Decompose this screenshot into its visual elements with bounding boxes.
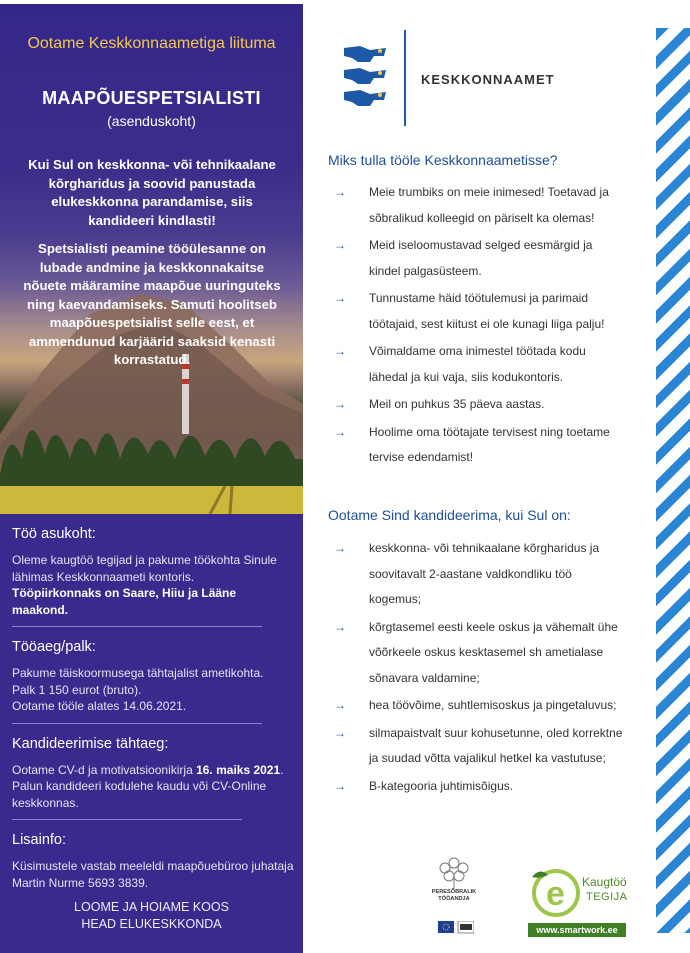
slogan-line-1: LOOME JA HOIAME KOOS	[74, 900, 229, 914]
list-item-text: Võimaldame oma inimestel töötada kodu lähedal ja kui vaja, siis kodukontoris.	[369, 344, 586, 384]
worktime-line: Pakume täiskoormusega tähtajalist ametikohta.	[12, 666, 264, 680]
list-item	[334, 392, 624, 418]
arrow-right-icon: →	[334, 778, 346, 793]
divider	[12, 723, 262, 724]
requirements-heading: Ootame Sind kandideerima, kui Sul on:	[328, 507, 571, 523]
deadline-intro: Ootame CV-d ja motivatsioonikirja	[12, 762, 197, 777]
arrow-right-icon: →	[334, 725, 346, 740]
list-item	[334, 693, 624, 719]
deadline-instructions: . Palun kandideeri kodulehe kaudu või CV-Online keskkonnas.	[12, 762, 284, 810]
job-description: Spetsialisti peamine tööülesanne on lubade andmine ja keskkonnakaitse nõuete määramine maapõue uuringuteks ning kaevandamiseks. Samuti hoolitseb maapõuespetsialist selle eest, et ammendunud karjäärid saaksid kenasti korrastatud.	[23, 241, 281, 367]
closing-slogan	[0, 899, 303, 933]
left-panel	[0, 4, 303, 953]
divider	[12, 626, 262, 627]
arrow-right-icon: →	[334, 619, 346, 634]
tegija-label: TEGIJA	[586, 891, 628, 903]
why-heading: Miks tulla tööle Keskkonnaametisse?	[328, 152, 558, 168]
divider	[12, 819, 242, 820]
job-title: MAAPÕUESPETSIALISTI	[42, 88, 261, 108]
salary-line: Palk 1 150 eurot (bruto).	[12, 682, 142, 697]
list-item	[334, 721, 624, 772]
arrow-right-icon: →	[334, 238, 346, 252]
list-item-text: keskkonna- või tehnikaalane kõrgharidus ja soovitavalt 2-aastane valdkondliku töö kogemus;	[369, 541, 600, 606]
kaugtoo-label: Kaugtöö	[582, 875, 627, 889]
job-info	[12, 526, 294, 891]
family-friendly-employer-logo	[430, 855, 478, 939]
list-item-text: silmapaistvalt suur kohusetunne, oled korrektne ja suudad võtta vajalikul hetkel ka vastutuse;	[369, 725, 623, 765]
list-item-text: Tunnustame häid töötulemusi ja parimaid töötajaid, sest kiitust ei ole kunagi liiga palju!	[369, 291, 605, 331]
list-item	[334, 233, 624, 284]
list-item	[334, 615, 624, 692]
arrow-right-icon: →	[334, 291, 346, 305]
decorative-stripes	[656, 28, 690, 933]
coat-of-arms-icon	[340, 42, 392, 114]
location-description: Oleme kaugtöö tegijad ja pakume töökohta Sinule lähimas Keskkonnaameti kontoris.	[12, 553, 277, 584]
tree-icon	[430, 855, 478, 889]
eu-flag-icon	[438, 921, 474, 935]
arrow-right-icon: →	[334, 397, 346, 411]
arrow-right-icon: →	[334, 698, 346, 712]
deadline-heading: Kandideerimise tähtaeg:	[12, 735, 169, 752]
list-item	[334, 286, 624, 337]
list-item	[334, 339, 624, 390]
deadline-date: 16. maiks 2021	[196, 762, 281, 777]
requirements-list	[334, 536, 624, 801]
hero-image	[0, 4, 303, 514]
kaugtoo-e-icon	[526, 863, 582, 921]
worktime-heading: Tööaeg/palk:	[12, 639, 96, 655]
deadline-text	[12, 762, 294, 812]
list-item	[334, 180, 624, 231]
list-item-text: Hoolime oma töötajate tervisest ning toetame tervise edendamist!	[369, 424, 610, 464]
list-item-text: hea töövõime, suhtlemisoskus ja pingetaluvus;	[369, 698, 617, 712]
worktime-text	[12, 665, 294, 715]
location-region: Tööpiirkonnaks on Saare, Hiiu ja Lääne maakond.	[12, 586, 237, 617]
location-heading: Töö asukoht:	[12, 526, 96, 542]
logo-divider	[404, 30, 406, 126]
list-item-text: B-kategooria juhtimisõigus.	[369, 778, 514, 793]
arrow-right-icon: →	[334, 541, 346, 555]
extra-info-text: Küsimustele vastab meeleldi maapõuebüroo juhataja Martin Nurme 5693 3839.	[12, 859, 294, 890]
intro-text: Kui Sul on keskkonna- või tehnikaalane kõrgharidus ja soovid panustada elukeskkonna parandamise, siis kandideeri kindlasti!	[28, 157, 276, 228]
smartwork-logo	[526, 863, 628, 939]
tagline: Ootame Keskkonnaametiga liituma	[27, 35, 276, 52]
arrow-right-icon: →	[334, 344, 346, 358]
list-item	[334, 536, 624, 613]
why-list	[334, 180, 624, 473]
smartwork-url: www.smartwork.ee	[528, 923, 626, 937]
list-item	[334, 774, 624, 800]
keskkonnaamet-logo	[340, 30, 570, 126]
svg-text:e: e	[546, 875, 565, 913]
list-item-text: Meie trumbiks on meie inimesed! Toetavad ja sõbralikud kolleegid on päriselt ka olemas!	[369, 185, 609, 225]
job-subtitle: (asenduskoht)	[107, 113, 196, 129]
arrow-right-icon: →	[334, 424, 346, 439]
slogan-line-2: HEAD ELUKESKKONDA	[81, 917, 222, 931]
list-item-text: kõrgtasemel eesti keele oskus ja vähemalt ühe võõrkeele oskus kesktasemel sh ametialase sõnavara valdamine;	[369, 619, 618, 685]
start-date-line: Ootame tööle alates 14.06.2021.	[12, 699, 187, 713]
arrow-right-icon: →	[334, 185, 346, 199]
list-item-text: Meid iseloomustavad selged eesmärgid ja kindel palgasüsteem.	[369, 238, 593, 278]
family-friendly-label: PERESÕBRALIK TÖÖANDJA	[431, 889, 477, 902]
list-item	[334, 420, 624, 471]
location-text	[12, 552, 294, 618]
extra-info-heading: Lisainfo:	[12, 832, 67, 848]
brand-name: KESKKONNAAMET	[421, 72, 555, 87]
list-item-text: Meil on puhkus 35 päeva aastas.	[369, 397, 545, 411]
